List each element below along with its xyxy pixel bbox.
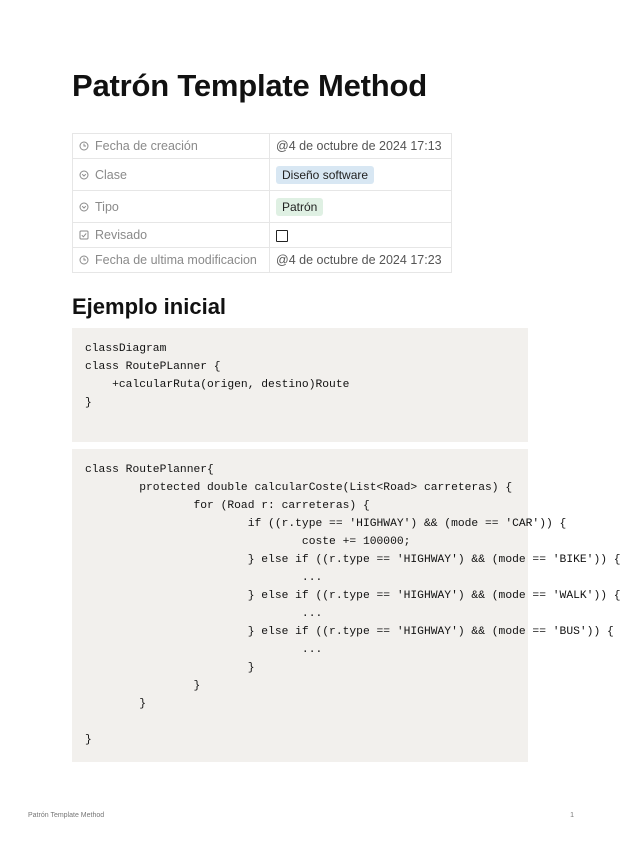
property-key: Fecha de ultima modificacion	[95, 253, 257, 267]
property-key: Revisado	[95, 228, 148, 242]
property-value-cell[interactable]	[270, 191, 452, 223]
code-block[interactable]: classDiagram class RoutePLanner { +calcularRuta(origen, destino)Route }	[72, 328, 528, 442]
type-tag[interactable]: Patrón	[276, 198, 323, 216]
properties-table	[72, 133, 452, 273]
date-value[interactable]: @4 de octubre de 2024 17:23	[276, 253, 442, 267]
property-row	[73, 223, 452, 248]
page-title: Patrón Template Method	[72, 68, 427, 103]
property-key-cell	[73, 223, 270, 248]
select-icon	[79, 170, 89, 180]
property-key-cell	[73, 191, 270, 223]
property-key: Fecha de creación	[95, 139, 198, 153]
page-number: 1	[570, 812, 574, 819]
footer-title: Patrón Template Method	[28, 812, 105, 819]
property-key-cell	[73, 159, 270, 191]
property-value-cell[interactable]	[270, 248, 452, 273]
property-value-cell[interactable]	[270, 159, 452, 191]
clock-icon	[79, 141, 89, 151]
property-value-cell[interactable]	[270, 134, 452, 159]
property-row	[73, 159, 452, 191]
property-key-cell	[73, 134, 270, 159]
property-row	[73, 134, 452, 159]
reviewed-checkbox[interactable]	[276, 230, 288, 242]
property-row	[73, 248, 452, 273]
date-value[interactable]: @4 de octubre de 2024 17:13	[276, 139, 442, 153]
clock-icon	[79, 255, 89, 265]
code-block[interactable]: class RoutePlanner{ protected double calcularCoste(List<Road> carreteras) { for (Road r: carreteras) { if ((r.type == 'HIGHWAY') && (mode == 'CAR')) { coste += 100000; } else if ((r.type == 'HIGHWAY') && (mode == 'BIKE')) { ... } else if ((r.type == 'HIGHWAY') && (mode == 'WALK')) { ... } else if ((r.type == 'HIGHWAY') && (mode == 'BUS')) { ... } } } }	[72, 449, 528, 762]
checkbox-icon	[79, 230, 89, 240]
property-key-cell	[73, 248, 270, 273]
property-key: Tipo	[95, 199, 119, 214]
select-icon	[79, 202, 89, 212]
property-row	[73, 191, 452, 223]
section-heading: Ejemplo inicial	[72, 294, 227, 319]
class-tag[interactable]: Diseño software	[276, 166, 374, 184]
property-key: Clase	[95, 167, 127, 182]
property-value-cell[interactable]	[270, 223, 452, 248]
